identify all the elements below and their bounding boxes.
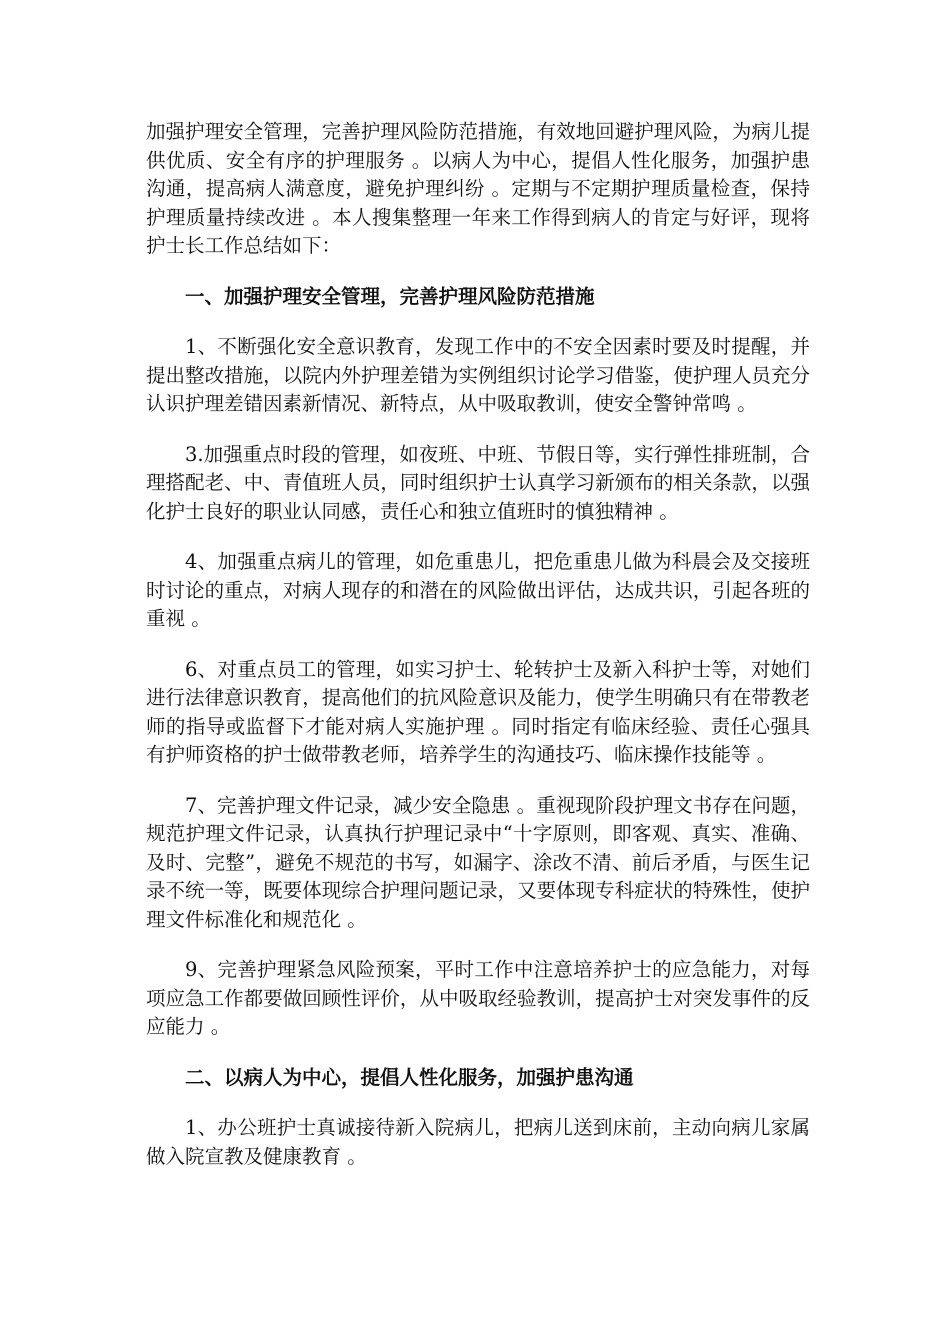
section1-item-9: 9、完善护理紧急风险预案，平时工作中注意培养护士的应急能力，对每项应急工作都要做回顾性评价，从中吸取经验教训，提高护士对突发事件的反应能力 。 — [146, 958, 810, 1038]
section1-item-4: 4、加强重点病儿的管理，如危重患儿，把危重患儿做为科晨会及交接班时讨论的重点，对病人现存的和潜在的风险做出评估，达成共识，引起各班的重视 。 — [146, 550, 810, 630]
section-heading-safety: 一、加强护理安全管理，完善护理风险防范措施 — [185, 284, 595, 308]
section1-item-1: 1、不断强化安全意识教育，发现工作中的不安全因素时要及时提醒，并提出整改措施，以院内外护理差错为实例组织讨论学习借鉴，使护理人员充分认识护理差错因素新情况、新特点，从中吸取教训，使安全警钟常鸣 。 — [146, 335, 810, 415]
intro-paragraph: 加强护理安全管理，完善护理风险防范措施，有效地回避护理风险，为病儿提供优质、安全有序的护理服务 。以病人为中心，提倡人性化服务，加强护患沟通，提高病人满意度，避免护理纠纷 。定期与不定期护理质量检查，保持护理质量持续改进 。本人搜集整理一年来工作得到病人的肯定与好评，现将护士长工作总结如下： — [146, 120, 810, 257]
document-page — [146, 118, 810, 1193]
section1-item-7: 7、完善护理文件记录，减少安全隐患 。重视现阶段护理文书存在问题，规范护理文件记录，认真执行护理记录中“十字原则，即客观、真实、准确、及时、完整”，避免不规范的书写，如漏字、涂改不清、前后矛盾，与医生记录不统一等，既要体现综合护理问题记录，又要体现专科症状的特殊性，使护理文件标准化和规范化 。 — [146, 793, 810, 931]
section1-item-3: 3.加强重点时段的管理，如夜班、中班、节假日等，实行弹性排班制，合理搭配老、中、青值班人员，同时组织护士认真学习新颁布的相关条款，以强化护士良好的职业认同感，责任心和独立值班时的慎独精神 。 — [146, 442, 810, 523]
section2-item-1: 1、办公班护士真诚接待新入院病儿，把病儿送到床前，主动向病儿家属做入院宣教及健康教育 。 — [146, 1116, 810, 1168]
section-heading-patient-centered: 二、以病人为中心，提倡人性化服务，加强护患沟通 — [185, 1065, 634, 1089]
section1-item-6: 6、对重点员工的管理，如实习护士、轮转护士及新入科护士等，对她们进行法律意识教育，提高他们的抗风险意识及能力，使学生明确只有在带教老师的指导或监督下才能对病人实施护理 。同时指定有临床经验、责任心强具有护师资格的护士做带教老师，培养学生的沟通技巧、临床操作技能等 。 — [146, 657, 810, 766]
